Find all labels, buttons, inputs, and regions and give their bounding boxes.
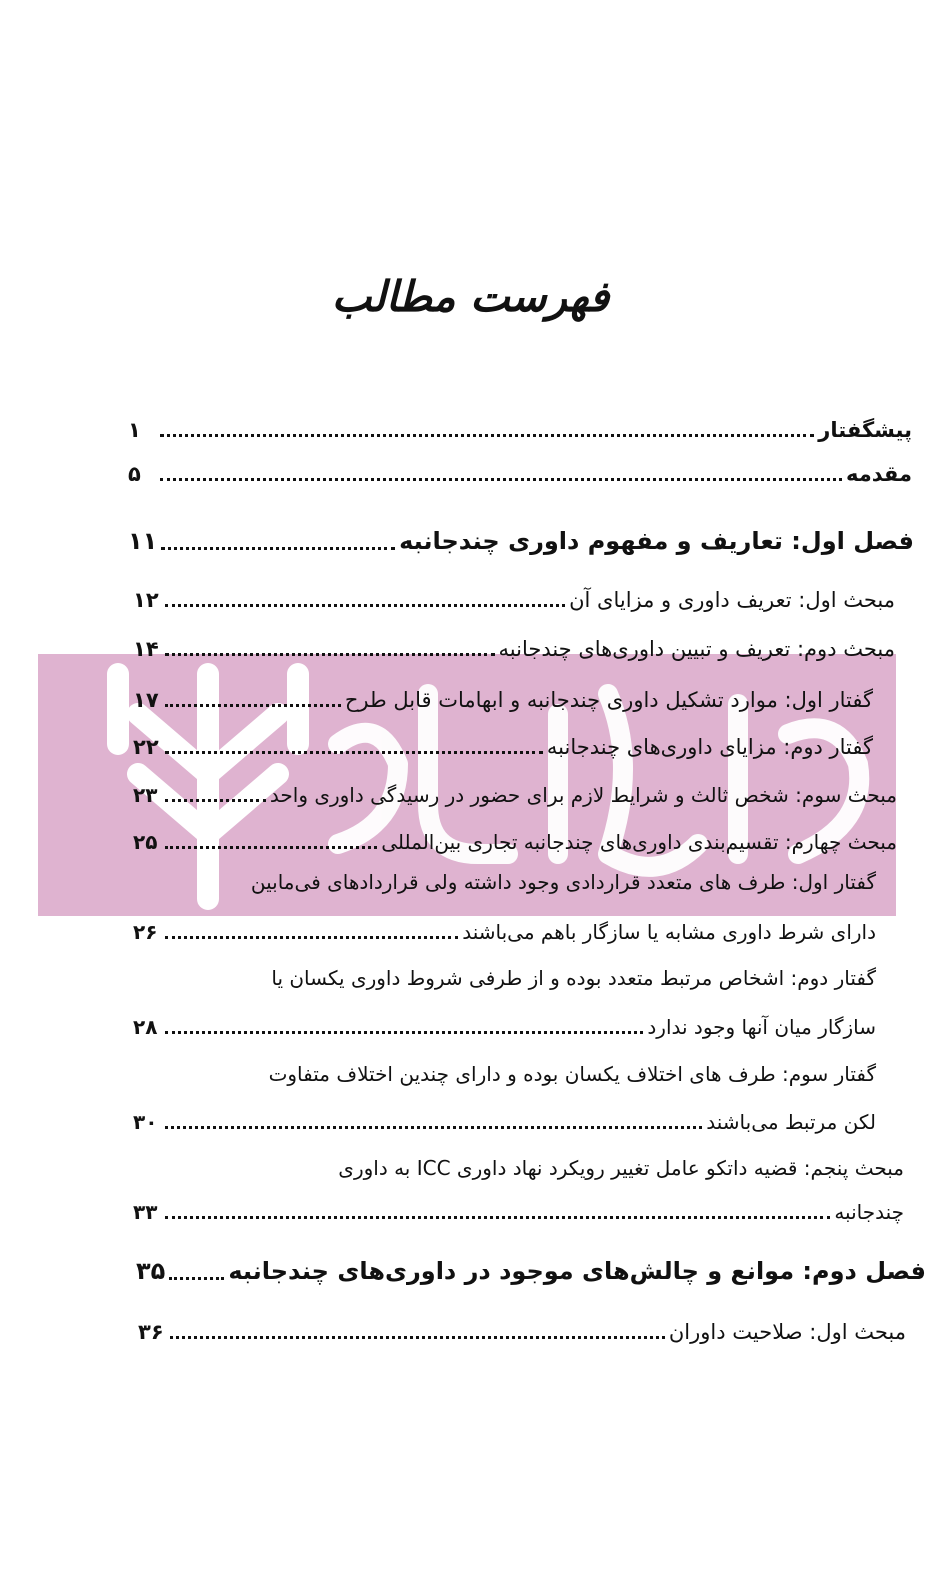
toc-entry-introduction[interactable]: [128, 462, 912, 486]
leader-dots: [165, 704, 341, 707]
leader-dots: [160, 434, 814, 437]
toc-page-number: ۲۵: [133, 830, 158, 854]
toc-entry-section-first-line[interactable]: مبحث پنجم: قضیه داتکو عامل تغییر رویکرد نهاد داوری ICC به داوری: [338, 1156, 904, 1180]
toc-label: مقدمه: [846, 462, 912, 486]
leader-dots: [170, 1336, 665, 1339]
leader-dots: [165, 751, 543, 754]
toc-label: مبحث اول: صلاحیت داوران: [668, 1320, 906, 1344]
toc-entry-chapter-1[interactable]: [128, 527, 914, 555]
toc-label: گفتار اول: موارد تشکیل داوری چندجانبه و ابهامات قابل طرح: [344, 688, 873, 712]
toc-entry-section-last-line[interactable]: [133, 1200, 904, 1224]
toc-label: سازگار میان آنها وجود ندارد: [647, 1015, 876, 1039]
toc-entry-subsection-first-line[interactable]: گفتار دوم: اشخاص مرتبط متعدد بوده و از طرفی شروط داوری یکسان یا: [271, 966, 876, 990]
toc-label: مبحث دوم: تعریف و تبیین داوری‌های چندجانبه: [498, 637, 895, 661]
toc-page-number: ۵: [128, 462, 141, 486]
toc-label: چندجانبه: [834, 1200, 904, 1224]
toc-entry-subsection[interactable]: [133, 688, 873, 712]
toc-label: مبحث سوم: شخص ثالث و شرایط لازم برای حضور در رسیدگی داوری واحد: [269, 783, 897, 807]
toc-page-number: ۱۱: [128, 527, 158, 555]
leader-dots: [165, 1126, 702, 1129]
toc-entry-section[interactable]: [133, 830, 897, 854]
toc-entry-subsection-first-line[interactable]: گفتار اول: طرف های متعدد قراردادی وجود داشته ولی قراردادهای فی‌مابین: [250, 870, 876, 894]
toc-label: مبحث اول: تعریف داوری و مزایای آن: [569, 588, 895, 612]
toc-label: لکن مرتبط می‌باشند: [706, 1110, 876, 1134]
leader-dots: [169, 1277, 224, 1280]
leader-dots: [165, 936, 458, 939]
leader-dots: [165, 1216, 830, 1219]
leader-dots: [165, 799, 266, 802]
toc-entry-preface[interactable]: [128, 418, 912, 442]
toc-page-number: ۳۰: [133, 1110, 158, 1134]
toc-entry-section[interactable]: [133, 588, 895, 612]
toc-entry-section[interactable]: [133, 637, 895, 661]
toc-page-number: ۱۴: [133, 637, 159, 661]
leader-dots: [161, 547, 395, 550]
toc-page-number: ۳۳: [133, 1200, 158, 1224]
toc-label: گفتار دوم: مزایای داوری‌های چندجانبه: [546, 735, 873, 759]
toc-entry-section[interactable]: [138, 1320, 906, 1344]
leader-dots: [160, 478, 842, 481]
toc-label: فصل دوم: موانع و چالش‌های موجود در داوری‌های چندجانبه: [228, 1257, 926, 1285]
toc-label: پیشگفتار: [818, 418, 912, 442]
toc-page-number: ۲۳: [133, 783, 158, 807]
toc-page-number: ۲۸: [133, 1015, 158, 1039]
leader-dots: [165, 653, 495, 656]
toc-entry-chapter-2[interactable]: [136, 1257, 926, 1285]
toc-page-number: ۱۷: [133, 688, 159, 712]
toc-page-number: ۱۲: [133, 588, 159, 612]
toc-entry-subsection-last-line[interactable]: [133, 1015, 876, 1039]
toc-entry-subsection-first-line[interactable]: گفتار سوم: طرف های اختلاف یکسان بوده و دارای چندین اختلاف متفاوت: [268, 1062, 876, 1086]
page-title: فهرست مطالب: [331, 272, 610, 321]
toc-page-number: ۲۶: [133, 920, 158, 944]
toc-page-number: ۲۲: [133, 735, 159, 759]
toc-label: دارای شرط داوری مشابه یا سازگار باهم می‌باشند: [462, 920, 876, 944]
toc-entry-subsection-last-line[interactable]: [133, 920, 876, 944]
leader-dots: [165, 846, 377, 849]
toc-page-number: ۳۵: [136, 1257, 166, 1285]
leader-dots: [165, 604, 565, 607]
toc-entry-section[interactable]: [133, 783, 897, 807]
toc-label: فصل اول: تعاریف و مفهوم داوری چندجانبه: [399, 527, 914, 555]
toc-label: مبحث چهارم: تقسیم‌بندی داوری‌های چندجانبه تجاری بین‌المللی: [381, 830, 897, 854]
toc-page-number: ۳۶: [138, 1320, 164, 1344]
toc-page-number: ۱: [128, 418, 141, 442]
leader-dots: [165, 1031, 643, 1034]
toc-entry-subsection[interactable]: [133, 735, 873, 759]
toc-entry-subsection-last-line[interactable]: [133, 1110, 876, 1134]
